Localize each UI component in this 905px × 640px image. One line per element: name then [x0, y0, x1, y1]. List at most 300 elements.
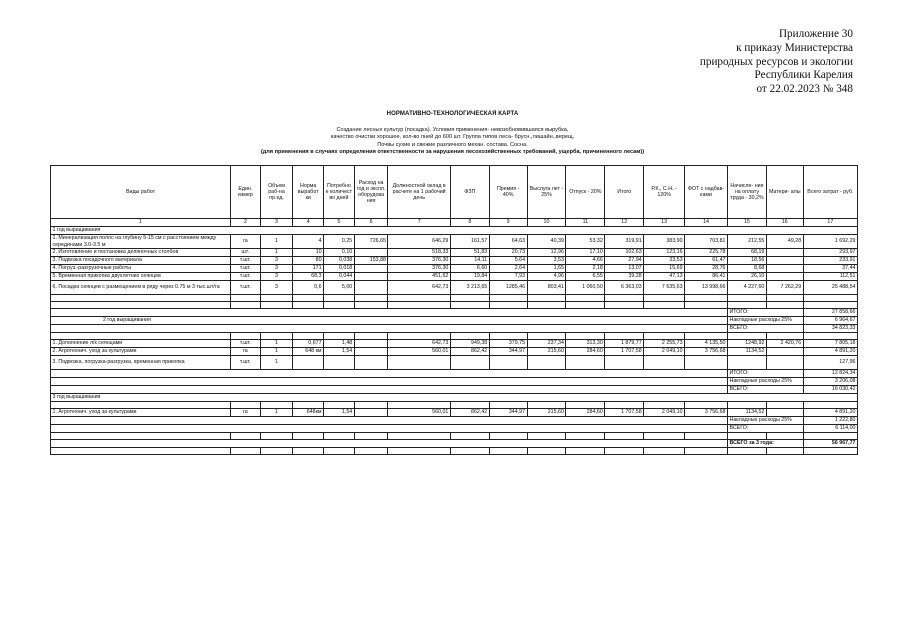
table-cell	[354, 302, 388, 309]
column-index: 14	[685, 219, 728, 227]
table-cell	[728, 402, 767, 409]
table-cell: 1. Дополнение л/к сеянцами	[51, 340, 231, 348]
table-cell: т.шт.	[231, 340, 261, 348]
table-cell	[231, 402, 261, 409]
totals-spacer	[51, 417, 728, 425]
appendix-block	[700, 28, 853, 97]
totals-label: Накладные расходы 25%	[728, 417, 804, 425]
table-cell: 2,18	[566, 265, 605, 273]
table-cell: 1	[260, 235, 293, 249]
totals-spacer	[51, 425, 728, 433]
table-cell: 2 255,73	[644, 340, 685, 348]
table-cell	[489, 302, 527, 309]
table-cell	[450, 333, 489, 340]
table-cell	[354, 433, 388, 440]
table-cell: 344,97	[489, 409, 527, 417]
table-cell: 19,84	[450, 273, 489, 281]
column-index-row	[51, 219, 858, 227]
totals-row	[51, 309, 858, 317]
table-cell	[231, 448, 261, 455]
table-cell: 518,33	[388, 249, 450, 257]
table-cell	[566, 448, 605, 455]
table-cell	[728, 356, 767, 370]
table-cell	[388, 433, 450, 440]
table-cell: 7 805,18	[803, 340, 857, 348]
table-cell: 4 227,60	[728, 281, 767, 295]
subtitle-bold-line: (для применения в случаях определения ответственности за нарушения лесохозяйственных требований, ущерба, причиненного лесам))	[260, 149, 645, 156]
table-cell: 862,42	[450, 409, 489, 417]
table-cell: 171	[293, 265, 324, 273]
table-cell	[260, 433, 293, 440]
table-cell	[685, 433, 728, 440]
table-cell: 3. Подвозка посадочного материала	[51, 257, 231, 265]
totals-row	[51, 417, 858, 425]
table-cell	[803, 433, 857, 440]
table-cell	[644, 448, 685, 455]
table-cell: га	[231, 409, 261, 417]
table-cell: 237,34	[527, 340, 566, 348]
table-cell: 1	[260, 348, 293, 356]
table-cell	[566, 302, 605, 309]
table-cell	[231, 433, 261, 440]
table-cell	[489, 433, 527, 440]
table-cell	[527, 402, 566, 409]
table-cell: 5,64	[489, 257, 527, 265]
table-cell: 3,53	[527, 257, 566, 265]
table-cell: т.шт.	[231, 356, 261, 370]
table-cell	[231, 302, 261, 309]
table-cell: 560,01	[388, 409, 450, 417]
table-cell: 6,60	[450, 265, 489, 273]
table-cell	[644, 333, 685, 340]
table-cell	[293, 333, 324, 340]
totals-label: ВСЕГО:	[728, 325, 804, 333]
table-cell	[324, 333, 355, 340]
table-cell	[324, 448, 355, 455]
table-cell	[324, 302, 355, 309]
table-cell: 3 756,68	[685, 348, 728, 356]
table-cell	[766, 448, 803, 455]
grand-total-row	[51, 440, 858, 448]
table-cell: 0,038	[324, 257, 355, 265]
totals-label: Накладные расходы 25%	[728, 317, 804, 325]
table-cell: 1,48	[324, 340, 355, 348]
table-cell	[489, 295, 527, 302]
table-cell: 648км	[293, 409, 324, 417]
table-cell	[685, 356, 728, 370]
column-index: 3	[260, 219, 293, 227]
table-cell: 4 135,50	[685, 340, 728, 348]
column-index: 6	[354, 219, 388, 227]
table-row	[51, 273, 858, 281]
table-row	[51, 235, 858, 249]
table-cell	[354, 273, 388, 281]
table-cell	[644, 433, 685, 440]
totals-value: 3 206,08	[803, 378, 857, 386]
table-cell	[450, 448, 489, 455]
empty-row	[51, 302, 858, 309]
column-header: Объем раб-на пр.ед.	[260, 166, 293, 219]
table-cell	[766, 295, 803, 302]
column-index: 1	[51, 219, 231, 227]
empty-row	[51, 402, 858, 409]
table-cell: 112,51	[803, 273, 857, 281]
table-cell	[728, 433, 767, 440]
table-cell: 560,01	[388, 348, 450, 356]
table-cell	[527, 356, 566, 370]
table-cell	[260, 295, 293, 302]
header-row	[51, 166, 858, 219]
table-cell	[685, 302, 728, 309]
column-index: 8	[450, 219, 489, 227]
table-cell: шт.	[231, 249, 261, 257]
table-cell: 0,677	[293, 340, 324, 348]
table-cell: 726,65	[354, 235, 388, 249]
appendix-line: от 22.02.2023 № 348	[756, 83, 853, 96]
table-cell: 0,6	[293, 281, 324, 295]
column-index: 11	[566, 219, 605, 227]
table-cell: 703,81	[685, 235, 728, 249]
table-cell: 39,28	[605, 273, 644, 281]
table-cell	[293, 433, 324, 440]
column-index: 9	[489, 219, 527, 227]
table-cell	[766, 333, 803, 340]
table-cell	[51, 402, 231, 409]
table-cell	[231, 295, 261, 302]
totals-spacer	[51, 378, 728, 386]
table-cell: 4 891,20	[803, 348, 857, 356]
subtitle-line: Создание лесных культур (посадка). Условия применения- невозобновившаяся вырубка,	[336, 127, 569, 133]
table-cell: 2,64	[489, 265, 527, 273]
column-header: ФОТ с надбав- ками	[685, 166, 728, 219]
totals-row	[51, 425, 858, 433]
totals-value: 6 114,00	[803, 425, 857, 433]
table-cell: 0,25	[324, 235, 355, 249]
table-cell: 4,66	[566, 257, 605, 265]
column-header: Премия - 40%	[489, 166, 527, 219]
table-cell	[388, 356, 450, 370]
table-cell	[260, 302, 293, 309]
table-cell: 4 891,20	[803, 409, 857, 417]
totals-value: 16 030,42	[803, 386, 857, 394]
totals-spacer	[51, 386, 728, 394]
table-cell	[566, 333, 605, 340]
totals-spacer: 2 год выращивания	[51, 317, 728, 325]
totals-value: 6 964,67	[803, 317, 857, 325]
subtitle	[0, 127, 905, 157]
table-cell: 80	[293, 257, 324, 265]
table-row	[51, 265, 858, 273]
table-cell	[354, 448, 388, 455]
table-cell: 10	[293, 249, 324, 257]
table-cell: 0,044	[324, 273, 355, 281]
table-cell: 1	[260, 409, 293, 417]
appendix-line: Республики Карелия	[754, 69, 853, 82]
grand-total-label: ВСЕГО за 3 года:	[728, 440, 804, 448]
empty-row	[51, 448, 858, 455]
table-cell: 803,41	[527, 281, 566, 295]
table-cell: т.шт.	[231, 257, 261, 265]
column-header: Расход на год и экспл. оборудова ния	[354, 166, 388, 219]
table-cell	[388, 448, 450, 455]
table-cell: 33,53	[644, 257, 685, 265]
table-cell	[766, 249, 803, 257]
table-cell: 3 756,68	[685, 409, 728, 417]
table-cell: га	[231, 235, 261, 249]
table-cell	[324, 402, 355, 409]
table-row	[51, 340, 858, 348]
table-cell: 25 488,54	[803, 281, 857, 295]
column-index: 13	[644, 219, 685, 227]
table-cell	[605, 356, 644, 370]
totals-label: ВСЕГО:	[728, 425, 804, 433]
table-cell	[450, 402, 489, 409]
table-cell	[766, 273, 803, 281]
totals-value: 1 222,80	[803, 417, 857, 425]
table-cell	[605, 295, 644, 302]
table-cell: 233,91	[803, 257, 857, 265]
table-cell: 15,69	[644, 265, 685, 273]
table-cell: 6,55	[566, 273, 605, 281]
table-cell	[766, 265, 803, 273]
table-cell: 1134,52	[728, 409, 767, 417]
table-cell	[728, 302, 767, 309]
table-cell: 1,54	[324, 409, 355, 417]
table-cell	[354, 409, 388, 417]
table-cell	[293, 356, 324, 370]
table-cell: 215,60	[527, 409, 566, 417]
table-cell	[450, 295, 489, 302]
appendix-line: к приказу Министерства	[736, 41, 853, 54]
subtitle-line: качество очистки хорошее, кол-во пней до 600 шт. Группа типов леса- брусн.,лишайн.,верещ.	[330, 134, 575, 141]
table-cell: 47,13	[644, 273, 685, 281]
table-cell: 2 420,76	[766, 340, 803, 348]
totals-label: ИТОГО:	[728, 370, 804, 378]
column-index: 5	[324, 219, 355, 227]
table-cell	[685, 402, 728, 409]
table-cell	[766, 302, 803, 309]
column-header: Всего затрат - руб.	[803, 166, 857, 219]
table-cell	[51, 433, 231, 440]
table-cell	[293, 448, 324, 455]
table-cell: 20,73	[489, 249, 527, 257]
table-cell: 1. Минерализация полос на глубину 5-15 см с расстоянием между серединами 3.0-3.5 м	[51, 235, 231, 249]
table-cell: 1	[260, 356, 293, 370]
table-row	[51, 348, 858, 356]
table-cell	[260, 333, 293, 340]
table-cell	[728, 448, 767, 455]
table-cell	[566, 295, 605, 302]
column-header: Матери- алы	[766, 166, 803, 219]
subtitle-line: Почвы сухие и свежие различного механ. состава. Сосна.	[377, 141, 528, 148]
table-cell: 61,47	[685, 257, 728, 265]
table-cell	[527, 295, 566, 302]
table-cell: 3	[260, 265, 293, 273]
table-cell: 646,29	[388, 235, 450, 249]
totals-label: ИТОГО:	[728, 309, 804, 317]
table-cell: 3	[260, 281, 293, 295]
table-cell	[354, 295, 388, 302]
table-cell: 3. Подвозка, погрузка-разгрузка, временная прикопка	[51, 356, 231, 370]
table-cell	[766, 409, 803, 417]
table-cell: 7,93	[489, 273, 527, 281]
table-cell	[324, 356, 355, 370]
table-cell: 284,60	[566, 348, 605, 356]
table-cell	[803, 302, 857, 309]
table-cell	[354, 281, 388, 295]
table-cell: 212,55	[728, 235, 767, 249]
table-cell: 1,54	[324, 348, 355, 356]
table-cell	[728, 295, 767, 302]
column-index: 2	[231, 219, 261, 227]
table-cell: 102,63	[605, 249, 644, 257]
table-cell	[489, 448, 527, 455]
table-cell	[51, 302, 231, 309]
table-cell: 161,57	[450, 235, 489, 249]
table-cell: 17,10	[566, 249, 605, 257]
table-cell	[766, 356, 803, 370]
table-cell: 53,32	[566, 235, 605, 249]
table-cell	[644, 295, 685, 302]
table-cell: 383,90	[644, 235, 685, 249]
table-cell: 1 707,58	[605, 409, 644, 417]
column-index: 10	[527, 219, 566, 227]
table-cell	[450, 356, 489, 370]
totals-spacer	[51, 309, 728, 317]
column-header: Виды работ	[51, 166, 231, 219]
table-cell	[644, 356, 685, 370]
table-cell: 376,30	[388, 257, 450, 265]
table-cell	[231, 333, 261, 340]
column-header: Итого	[605, 166, 644, 219]
table-cell: 26,10	[728, 273, 767, 281]
table-cell: 8,68	[728, 265, 767, 273]
table-cell: 1248,92	[728, 340, 767, 348]
totals-value: 27 858,66	[803, 309, 857, 317]
table-cell: 127,96	[803, 356, 857, 370]
table-cell	[566, 356, 605, 370]
table-cell	[260, 402, 293, 409]
table-cell	[388, 402, 450, 409]
table-cell	[450, 302, 489, 309]
table-cell: 3 213,65	[450, 281, 489, 295]
table-cell	[527, 302, 566, 309]
section-row	[51, 394, 858, 402]
column-index: 7	[388, 219, 450, 227]
table-cell: 344,97	[489, 348, 527, 356]
table-cell: 37,44	[803, 265, 857, 273]
empty-row	[51, 433, 858, 440]
column-index: 16	[766, 219, 803, 227]
table-cell	[51, 295, 231, 302]
grand-total-value: 56 967,77	[803, 440, 857, 448]
table-cell: 379,75	[489, 340, 527, 348]
table-row	[51, 356, 858, 370]
table-cell	[489, 402, 527, 409]
table-cell: 5,00	[324, 281, 355, 295]
table-cell	[354, 356, 388, 370]
totals-row	[51, 370, 858, 378]
empty-row	[51, 333, 858, 340]
totals-spacer	[51, 370, 728, 378]
section-label: 3 год выращивания	[51, 394, 858, 402]
totals-label: ВСЕГО:	[728, 386, 804, 394]
table-cell	[293, 402, 324, 409]
table-cell	[450, 433, 489, 440]
table-cell	[293, 302, 324, 309]
table-cell	[527, 448, 566, 455]
table-cell: га	[231, 348, 261, 356]
table-cell: 51,83	[450, 249, 489, 257]
table-cell	[728, 333, 767, 340]
table-cell: 225,78	[685, 249, 728, 257]
table-cell	[354, 340, 388, 348]
table-cell: 13 998,66	[685, 281, 728, 295]
table-cell: 284,60	[566, 409, 605, 417]
table-cell	[566, 433, 605, 440]
table-cell: 313,30	[566, 340, 605, 348]
table-cell	[685, 448, 728, 455]
table-cell	[605, 448, 644, 455]
table-cell: 376,30	[388, 265, 450, 273]
appendix-line: Приложение 30	[778, 28, 853, 40]
table-cell: 319,91	[605, 235, 644, 249]
column-header: Потребно е количест во дней	[324, 166, 355, 219]
table-cell: 4	[293, 235, 324, 249]
table-cell: 1285,46	[489, 281, 527, 295]
table-cell: 14,11	[450, 257, 489, 265]
column-header: Отпуск - 20%	[566, 166, 605, 219]
table-cell	[51, 448, 231, 455]
table-cell: 1	[260, 340, 293, 348]
table-cell: т.шт.	[231, 273, 261, 281]
totals-row	[51, 386, 858, 394]
table-cell: 4. Погруз.-разгрузочные работы	[51, 265, 231, 273]
empty-row	[51, 295, 858, 302]
table-cell: 1	[260, 249, 293, 257]
table-cell: 862,42	[450, 348, 489, 356]
table-cell: 2. Агротехнич. уход за культурами	[51, 348, 231, 356]
table-cell: 7 262,29	[766, 281, 803, 295]
table-cell	[354, 402, 388, 409]
table-cell	[388, 302, 450, 309]
table-cell	[51, 333, 231, 340]
table-cell	[605, 433, 644, 440]
table-cell	[354, 333, 388, 340]
table-cell	[803, 448, 857, 455]
table-cell: 6. Посадка сеянцев с размещением в ряду через 0.75 м 3 тыс.шт/га	[51, 281, 231, 295]
column-header: Норма выработ ки	[293, 166, 324, 219]
column-header: Р.К., С.Н. - 120%	[644, 166, 685, 219]
table-cell	[766, 433, 803, 440]
table-cell: 1 707,58	[605, 348, 644, 356]
table-cell: 0,10	[324, 249, 355, 257]
table-cell: 1,65	[527, 265, 566, 273]
table-cell: 1 692,29	[803, 235, 857, 249]
totals-spacer	[51, 440, 728, 448]
table-cell	[354, 265, 388, 273]
totals-value: 12 824,34	[803, 370, 857, 378]
column-index: 12	[605, 219, 644, 227]
table-cell: 648 км	[293, 348, 324, 356]
table-cell	[644, 402, 685, 409]
totals-spacer	[51, 325, 728, 333]
table-cell	[803, 402, 857, 409]
table-cell	[644, 302, 685, 309]
table-cell: 6 363,03	[605, 281, 644, 295]
table-cell: 18,56	[728, 257, 767, 265]
table-cell	[527, 333, 566, 340]
